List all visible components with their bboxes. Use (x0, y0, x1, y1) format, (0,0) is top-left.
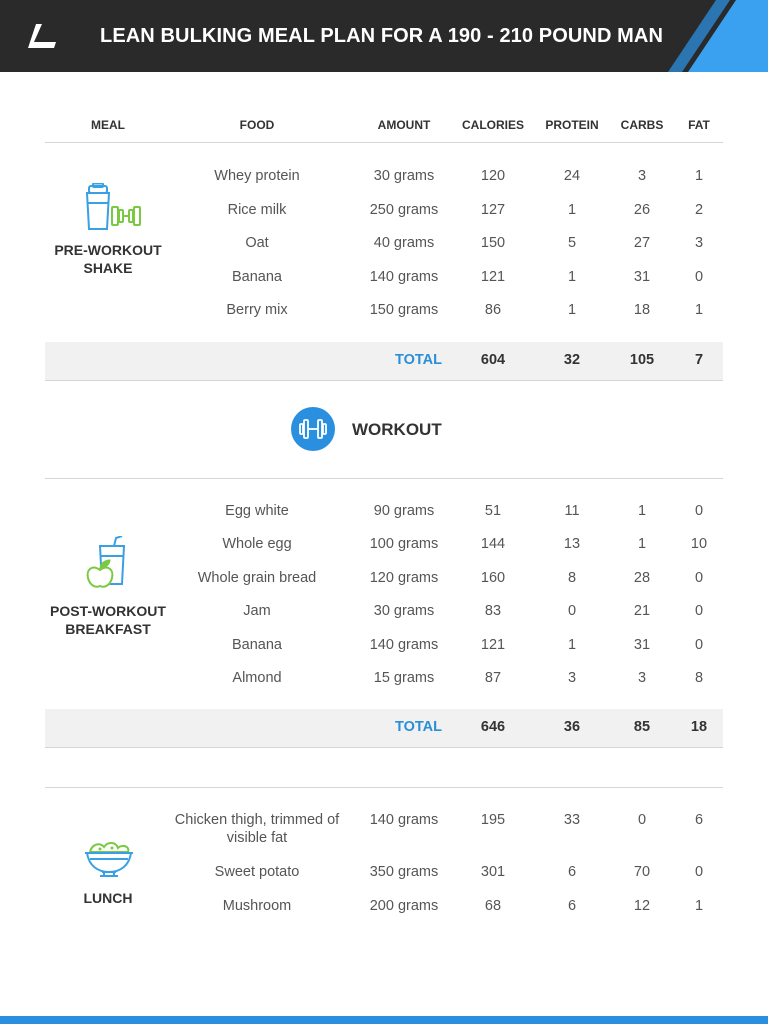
fat-cell: 10 (690, 536, 708, 552)
protein-cell: 33 (563, 812, 581, 828)
calories-cell: 87 (484, 670, 502, 686)
carbs-cell: 31 (633, 637, 651, 653)
meal-name-line: BREAKFAST (65, 621, 151, 637)
food-cell: Whole egg (222, 536, 292, 552)
fat-cell: 0 (694, 603, 704, 619)
amount-cell: 140 grams (369, 269, 439, 285)
fat-cell: 3 (694, 235, 704, 251)
food-cell: Sweet potato (214, 864, 300, 880)
fat-cell: 0 (694, 503, 704, 519)
calories-cell: 51 (484, 503, 502, 519)
apple-juice-icon (86, 536, 130, 590)
amount-cell: 30 grams (373, 603, 435, 619)
amount-cell: 40 grams (373, 235, 435, 251)
column-header-carbs: CARBS (620, 118, 664, 132)
food-cell: Whole grain bread (197, 570, 317, 586)
calories-cell: 120 (480, 168, 506, 184)
calories-cell: 144 (480, 536, 506, 552)
carbs-cell: 26 (633, 202, 651, 218)
total-fat: 7 (694, 352, 704, 368)
carbs-cell: 28 (633, 570, 651, 586)
protein-cell: 6 (567, 864, 577, 880)
protein-cell: 6 (567, 898, 577, 914)
calories-cell: 86 (484, 302, 502, 318)
meal-name-pre-workout (45, 241, 171, 277)
divider (45, 478, 723, 479)
food-cell: Oat (245, 235, 269, 251)
food-cell: Rice milk (227, 202, 287, 218)
header-stripes-decoration (668, 0, 768, 72)
amount-cell: 140 grams (369, 637, 439, 653)
food-cell: Mushroom (222, 898, 292, 914)
total-protein: 36 (563, 719, 581, 735)
carbs-cell: 27 (633, 235, 651, 251)
meal-name-line: POST-WORKOUT (50, 603, 166, 619)
amount-cell: 350 grams (369, 864, 439, 880)
carbs-cell: 21 (633, 603, 651, 619)
column-header-fat: FAT (688, 118, 710, 132)
total-carbs: 85 (633, 719, 651, 735)
meal-name-line: SHAKE (83, 260, 133, 276)
food-cell: Almond (232, 670, 282, 686)
total-label: TOTAL (395, 719, 442, 735)
amount-cell: 100 grams (369, 536, 439, 552)
carbs-cell: 31 (633, 269, 651, 285)
carbs-cell: 3 (637, 168, 647, 184)
amount-cell: 90 grams (373, 503, 435, 519)
protein-cell: 11 (564, 503, 580, 519)
meal-name-lunch (45, 889, 171, 907)
divider (45, 787, 723, 788)
total-protein: 32 (563, 352, 581, 368)
calories-cell: 301 (480, 864, 506, 880)
page-title: LEAN BULKING MEAL PLAN FOR A 190 - 210 POUND MAN (100, 25, 664, 47)
food-cell: Egg white (225, 503, 289, 519)
amount-cell: 250 grams (369, 202, 439, 218)
calories-cell: 160 (480, 570, 506, 586)
protein-cell: 8 (567, 570, 577, 586)
fat-cell: 0 (694, 570, 704, 586)
divider (45, 142, 723, 143)
amount-cell: 120 grams (369, 570, 439, 586)
carbs-cell: 18 (633, 302, 651, 318)
total-calories: 646 (480, 719, 506, 735)
protein-cell: 24 (563, 168, 581, 184)
calories-cell: 150 (480, 235, 506, 251)
salad-bowl-icon (84, 840, 134, 878)
protein-cell: 1 (567, 637, 577, 653)
column-header-calories: CALORIES (461, 118, 524, 132)
food-cell: Chicken thigh, trimmed of visible fat (174, 812, 340, 846)
dumbbell-icon (291, 407, 335, 451)
column-header-amount: AMOUNT (377, 118, 431, 132)
calories-cell: 195 (480, 812, 506, 828)
food-cell: Jam (243, 603, 271, 619)
page-header (0, 0, 768, 72)
fat-cell: 0 (694, 864, 704, 880)
calories-cell: 121 (480, 269, 506, 285)
fat-cell: 2 (694, 202, 704, 218)
fat-cell: 8 (694, 670, 704, 686)
calories-cell: 83 (484, 603, 502, 619)
column-header-protein: PROTEIN (545, 118, 599, 132)
protein-cell: 1 (567, 302, 577, 318)
food-cell: Banana (232, 269, 282, 285)
food-cell: Banana (232, 637, 282, 653)
column-header-meal: MEAL (91, 118, 125, 132)
protein-cell: 1 (567, 202, 577, 218)
carbs-cell: 1 (637, 503, 647, 519)
workout-badge (291, 407, 335, 451)
total-label: TOTAL (395, 352, 442, 368)
fat-cell: 6 (694, 812, 704, 828)
carbs-cell: 1 (637, 536, 647, 552)
brand-logo-icon (26, 22, 60, 50)
shaker-dumbbell-icon (82, 183, 142, 231)
amount-cell: 200 grams (369, 898, 439, 914)
amount-cell: 150 grams (369, 302, 439, 318)
protein-cell: 1 (567, 269, 577, 285)
carbs-cell: 0 (637, 812, 647, 828)
amount-cell: 140 grams (369, 812, 439, 828)
carbs-cell: 3 (637, 670, 647, 686)
protein-cell: 3 (567, 670, 577, 686)
total-carbs: 105 (629, 352, 655, 368)
total-calories: 604 (480, 352, 506, 368)
meal-name-line: LUNCH (83, 890, 133, 906)
workout-label: WORKOUT (352, 420, 442, 439)
food-cell: Whey protein (214, 168, 300, 184)
calories-cell: 127 (480, 202, 506, 218)
amount-cell: 15 grams (373, 670, 435, 686)
footer-accent-bar (0, 1016, 768, 1024)
meal-name-post-workout (45, 602, 171, 638)
protein-cell: 5 (567, 235, 577, 251)
protein-cell: 0 (567, 603, 577, 619)
amount-cell: 30 grams (373, 168, 435, 184)
calories-cell: 68 (484, 898, 502, 914)
calories-cell: 121 (480, 637, 506, 653)
carbs-cell: 70 (633, 864, 651, 880)
fat-cell: 1 (694, 302, 704, 318)
fat-cell: 1 (694, 168, 704, 184)
total-fat: 18 (690, 719, 708, 735)
fat-cell: 0 (694, 637, 704, 653)
protein-cell: 13 (563, 536, 581, 552)
food-cell: Berry mix (226, 302, 288, 318)
meal-name-line: PRE-WORKOUT (54, 242, 162, 258)
column-header-food: FOOD (239, 118, 275, 132)
fat-cell: 0 (694, 269, 704, 285)
carbs-cell: 12 (633, 898, 651, 914)
fat-cell: 1 (694, 898, 704, 914)
